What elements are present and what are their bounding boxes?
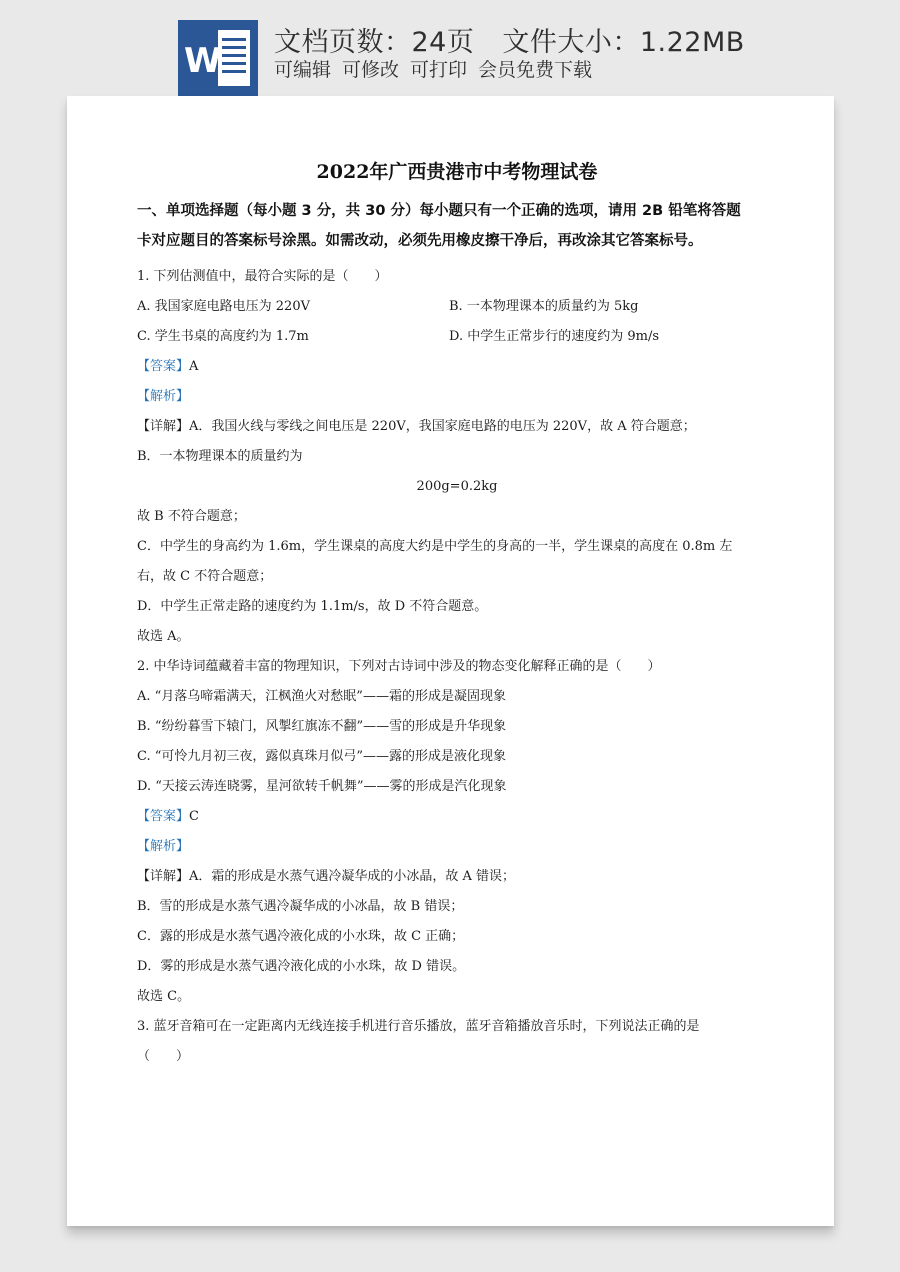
q2-detail-c: C．露的形成是水蒸气遇冷液化成的小水珠，故 C 正确； xyxy=(137,929,465,944)
q2-answer xyxy=(137,802,777,832)
feature-member-download: 会员免费下载 xyxy=(478,59,593,81)
detail-tag: 【详解】 xyxy=(137,419,190,434)
q1-stem: 1. 下列估测值中，最符合实际的是（ ） xyxy=(137,269,388,284)
page-count: 文档页数：24页 xyxy=(274,27,475,58)
document-title: 2022年广西贵港市中考物理试卷 xyxy=(316,161,598,183)
q1-detail-c2: 右，故 C 不符合题意； xyxy=(137,569,273,584)
document-content xyxy=(137,158,777,1072)
q2-option-b: B. “纷纷暮雪下辕门，风掣红旗冻不翻”——雪的形成是升华现象 xyxy=(137,719,507,734)
q2-conclusion: 故选 C。 xyxy=(137,989,191,1004)
feature-modifiable: 可修改 xyxy=(342,59,400,81)
section-instructions-line1: 一、单项选择题（每小题 3 分，共 30 分）每小题只有一个正确的选项，请用 2B 铅笔将答题 xyxy=(137,203,741,219)
q1-detail-b: B．一本物理课本的质量约为 xyxy=(137,449,303,464)
section-instructions-line2: 卡对应题目的答案标号涂黑。如需改动，必须先用橡皮擦干净后，再改涂其它答案标号。 xyxy=(137,233,703,249)
q2-detail-b: B．雪的形成是水蒸气遇冷凝华成的小冰晶，故 B 错误； xyxy=(137,899,464,914)
file-info xyxy=(274,20,745,59)
word-icon-letter: W xyxy=(184,41,222,81)
feature-editable: 可编辑 xyxy=(274,59,332,81)
feature-list xyxy=(274,55,603,82)
q2-stem: 2. 中华诗词蕴藏着丰富的物理知识，下列对古诗词中涉及的物态变化解释正确的是（ ） xyxy=(137,659,661,674)
q2-analysis xyxy=(137,832,777,862)
q1-option-d: D. 中学生正常步行的速度约为 9m/s xyxy=(449,329,660,344)
analysis-tag: 【解析】 xyxy=(137,389,190,404)
q2-option-d: D. “天接云涛连晓雾，星河欲转千帆舞”——雾的形成是汽化现象 xyxy=(137,779,507,794)
download-banner xyxy=(0,0,900,96)
answer-tag: 【答案】 xyxy=(137,359,190,374)
detail-tag: 【详解】 xyxy=(137,869,190,884)
q1-detail-a-text: A．我国火线与零线之间电压是 220V，我国家庭电路的电压为 220V，故 A 符合题意； xyxy=(189,419,696,434)
answer-tag: 【答案】 xyxy=(137,809,190,824)
q1-analysis xyxy=(137,382,777,412)
q2-detail-a-text: A．霜的形成是水蒸气遇冷凝华成的小冰晶，故 A 错误； xyxy=(189,869,516,884)
analysis-tag: 【解析】 xyxy=(137,839,190,854)
q1-detail-a xyxy=(137,412,777,442)
q1-options-row2 xyxy=(137,322,777,352)
feature-printable: 可打印 xyxy=(410,59,468,81)
q1-detail-d: D．中学生正常走路的速度约为 1.1m/s，故 D 不符合题意。 xyxy=(137,599,488,614)
q2-answer-value: C xyxy=(189,809,199,824)
q1-conclusion: 故选 A。 xyxy=(137,629,190,644)
q1-detail-b2: 故 B 不符合题意； xyxy=(137,509,246,524)
q3-stem-bracket: （ ） xyxy=(137,1049,190,1064)
q2-option-a: A. “月落乌啼霜满天，江枫渔火对愁眠”——霜的形成是凝固现象 xyxy=(137,689,506,704)
q1-formula: 200g=0.2kg xyxy=(416,479,498,494)
q1-detail-c1: C．中学生的身高约为 1.6m，学生课桌的高度大约是中学生的身高的一半，学生课桌的高度在 0.8m 左 xyxy=(137,539,733,554)
q1-option-a: A. 我国家庭电路电压为 220V xyxy=(137,299,310,314)
q2-option-c: C. “可怜九月初三夜，露似真珠月似弓”——露的形成是液化现象 xyxy=(137,749,507,764)
document-page xyxy=(67,96,834,1226)
file-size: 文件大小：1.22MB xyxy=(502,27,745,58)
q2-detail-d: D．雾的形成是水蒸气遇冷液化成的小水珠，故 D 错误。 xyxy=(137,959,466,974)
q1-option-b: B. 一本物理课本的质量约为 5kg xyxy=(449,299,639,314)
q1-options-row1 xyxy=(137,292,777,322)
word-document-icon xyxy=(178,20,258,96)
q1-answer xyxy=(137,352,777,382)
q3-stem: 3. 蓝牙音箱可在一定距离内无线连接手机进行音乐播放，蓝牙音箱播放音乐时，下列说法正确的是 xyxy=(137,1019,700,1034)
q1-answer-value: A xyxy=(189,359,199,374)
section-instructions xyxy=(137,196,777,256)
q2-detail-a xyxy=(137,862,777,892)
q1-option-c: C. 学生书桌的高度约为 1.7m xyxy=(137,329,309,344)
